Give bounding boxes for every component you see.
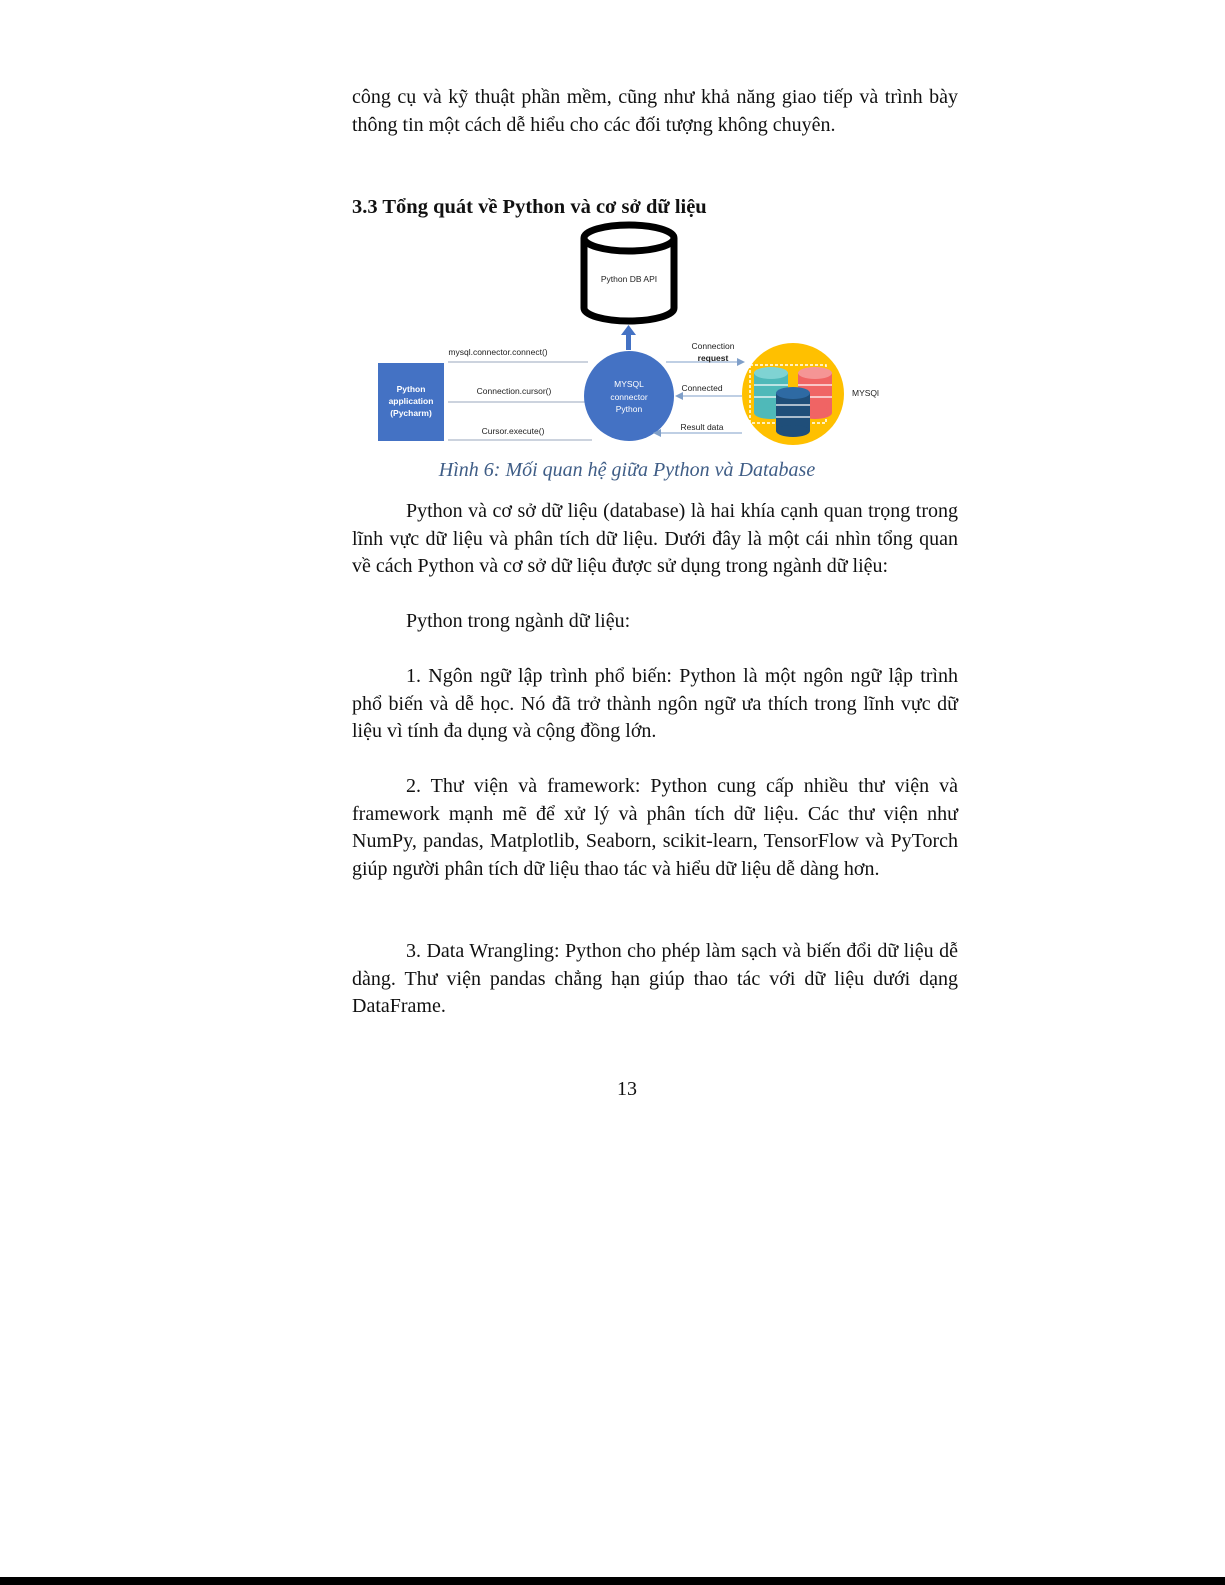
app-box-line-2: application	[388, 396, 434, 406]
db-api-label: Python DB API	[600, 274, 658, 284]
page-number: 13	[617, 1078, 637, 1100]
db-api-cylinder-icon	[584, 225, 674, 321]
connection-request-line-2: request	[697, 353, 729, 363]
edge-cursor-label: Connection.cursor()	[476, 386, 552, 396]
connector-line-3: Python	[615, 404, 643, 414]
connector-line-2: connector	[610, 392, 648, 402]
app-box-line-3: (Pycharm)	[390, 408, 432, 418]
edge-connect-label: mysql.connector.connect()	[448, 347, 548, 357]
figure-caption: Hình 6: Mối quan hệ giữa Python và Database	[438, 459, 816, 481]
intro-line-2: thông tin một cách dễ hiểu cho các đối tượng không chuyên.	[352, 114, 836, 136]
edge-connected-label: Connected	[681, 383, 723, 393]
paragraph-point-2: 2. Thư viện và framework: Python cung cấp nhiều thư viện và framework mạnh mẽ để xử lý và phân tích dữ liệu. Các thư viện như NumPy, pandas, Matplotlib, Seaborn, scikit-learn, TensorFlow và PyTorch giúp người phân tích dữ liệu thao tác và hiểu dữ liệu dễ dàng hơn.	[352, 775, 958, 880]
paragraph-python-in-data: Python trong ngành dữ liệu:	[406, 610, 631, 632]
paragraph-point-3: 3. Data Wrangling: Python cho phép làm sạch và biến đổi dữ liệu dễ dàng. Thư viện pandas chẳng hạn giúp thao tác với dữ liệu dưới dạng DataFrame.	[352, 940, 958, 1017]
connector-arrow-shaft	[626, 334, 631, 350]
bottom-border	[0, 1577, 1225, 1585]
python-database-diagram	[376, 222, 890, 448]
connector-line-1: MYSQL	[614, 379, 644, 389]
mysql-label: MYSQl	[852, 388, 879, 398]
section-heading: 3.3 Tổng quát về Python và cơ sở dữ liệu	[352, 196, 707, 218]
paragraph-point-1: 1. Ngôn ngữ lập trình phổ biến: Python là một ngôn ngữ lập trình phổ biến và dễ học. Nó đã trở thành ngôn ngữ ưa thích trong lĩnh vực dữ liệu vì tính đa dụng và cộng đồng lớn.	[352, 665, 958, 742]
app-box-line-1: Python	[396, 384, 426, 394]
edge-result-data-label: Result data	[680, 422, 724, 432]
connector-arrow-head	[621, 325, 636, 335]
intro-line-1: công cụ và kỹ thuật phần mềm, cũng như khả năng giao tiếp và trình bày	[352, 86, 958, 108]
db-navy-icon	[776, 387, 810, 437]
edge-execute-label: Cursor.execute()	[481, 426, 545, 436]
connection-request-line-1: Connection	[691, 341, 735, 351]
paragraph-overview: Python và cơ sở dữ liệu (database) là hai khía cạnh quan trọng trong lĩnh vực dữ liệu và phân tích dữ liệu. Dưới đây là một cái nhìn tổng quan về cách Python và cơ sở dữ liệu được sử dụng trong ngành dữ liệu:	[352, 500, 958, 577]
